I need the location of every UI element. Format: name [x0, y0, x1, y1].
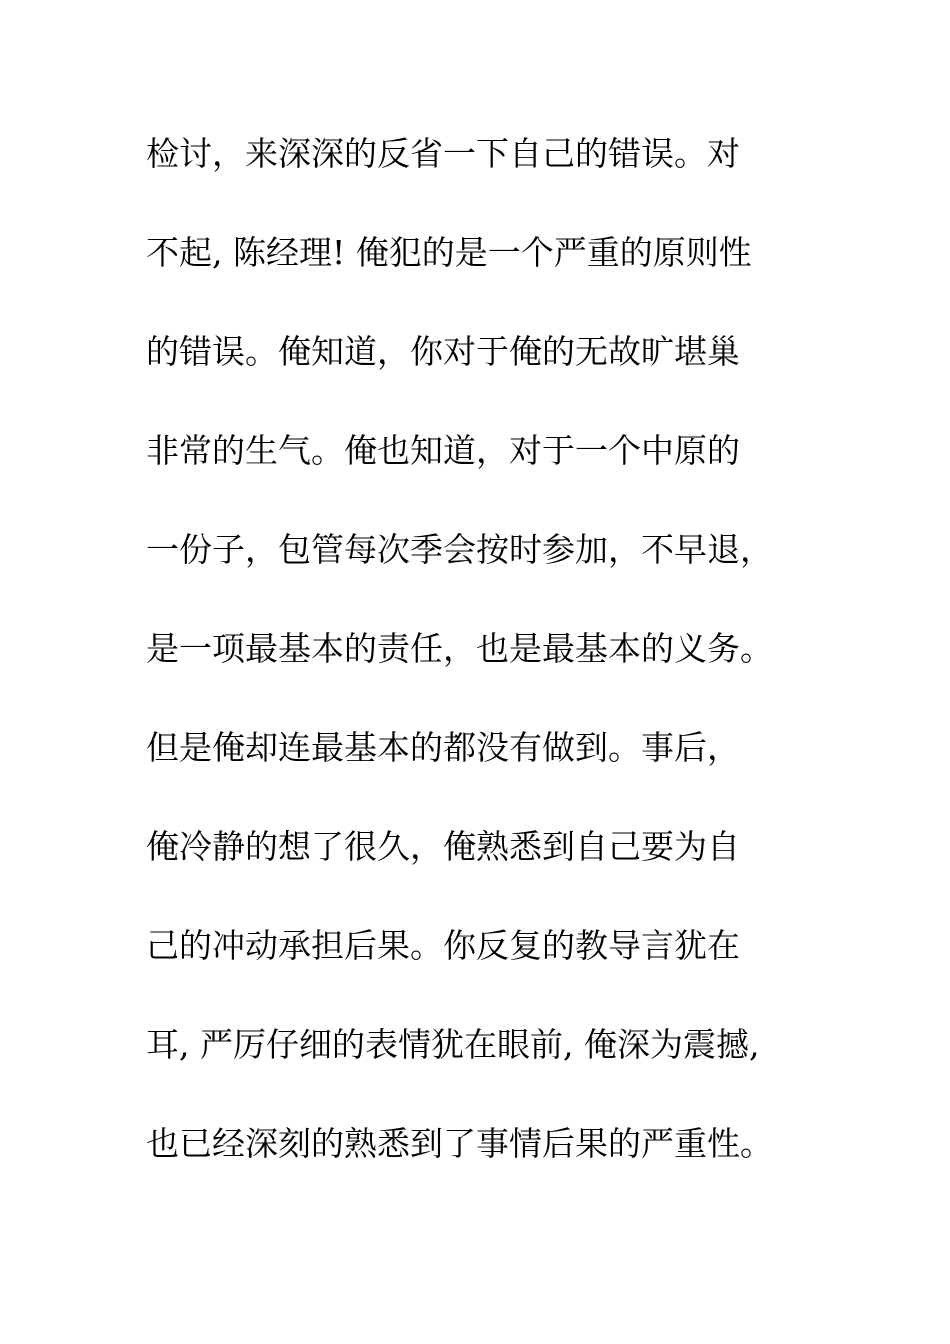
- text-line-6: 是一项最基本的责任，也是最基本的义务。: [146, 629, 773, 668]
- text-line-4: 非常的生气。俺也知道，对于一个中原的: [146, 431, 740, 470]
- text-line-7: 但是俺却连最基本的都没有做到。事后，: [146, 728, 740, 767]
- text-line-2: 不起, 陈经理! 俺犯的是一个严重的原则性: [146, 233, 752, 272]
- text-line-9: 己的冲动承担后果。你反复的教导言犹在: [146, 926, 740, 965]
- text-line-3: 的错误。俺知道，你对于俺的无故旷堪巢: [146, 332, 740, 371]
- text-line-10: 耳, 严厉仔细的表情犹在眼前, 俺深为震撼,: [146, 1025, 760, 1064]
- text-line-1: 检讨，来深深的反省一下自己的错误。对: [146, 134, 740, 173]
- text-line-5: 一份子，包管每次季会按时参加，不早退，: [146, 530, 773, 569]
- text-line-11: 也已经深刻的熟悉到了事情后果的严重性。: [146, 1124, 773, 1163]
- body-text: [146, 128, 826, 1217]
- text-line-8: 俺冷静的想了很久，俺熟悉到自己要为自: [146, 827, 740, 866]
